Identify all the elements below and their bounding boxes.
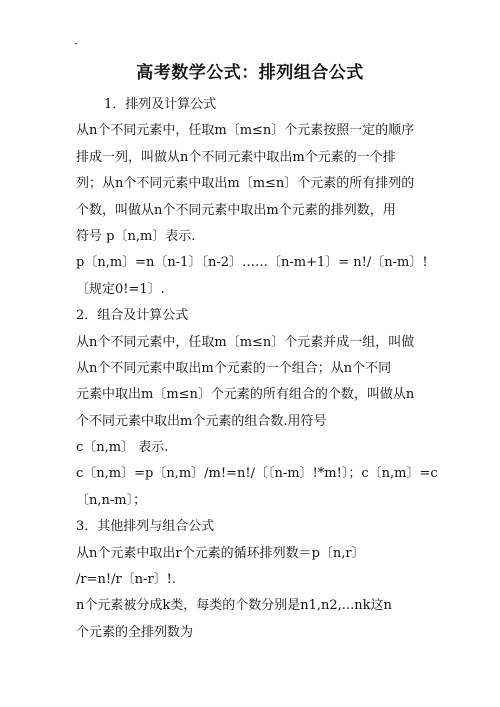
text-line: 从n个不同元素中，任取m〔m≤n〕个元素按照一定的顺序 xyxy=(76,123,415,139)
text-line: c〔n,m〕 表示. xyxy=(76,440,169,456)
text-line: 列；从n个不同元素中取出m〔m≤n〕个元素的所有排列的 xyxy=(76,176,415,192)
text-line: 个元素的全排列数为 xyxy=(76,624,194,640)
text-line: 符号 p〔n,m〕表示. xyxy=(76,228,196,244)
text-line: 个不同元素中取出m个元素的组合数.用符号 xyxy=(76,413,327,429)
formula-line: /r=n!/r〔n-r〕!. xyxy=(76,572,177,588)
section-heading-combination: 2．组合及计算公式 xyxy=(76,308,189,324)
section-heading-other: 3．其他排列与组合公式 xyxy=(76,519,215,535)
text-line: 个数，叫做从n个不同元素中取出m个元素的排列数，用 xyxy=(76,202,396,218)
text-line: 元素中取出m〔m≤n〕个元素的所有组合的个数，叫做从n xyxy=(76,387,415,403)
text-line: 从n个不同元素中取出m个元素的一个组合；从n个不同 xyxy=(76,360,392,376)
formula-line: c〔n,m〕=p〔n,m〕/m!=n!/〔〔n-m〕!*m!〕；c〔n,m〕=c xyxy=(76,466,438,482)
page-marker: · xyxy=(74,37,78,51)
formula-line: 〔n,n-m〕； xyxy=(76,492,147,508)
text-line: 从n个不同元素中，任取m〔m≤n〕个元素并成一组，叫做 xyxy=(76,334,415,350)
page-title: 高考数学公式：排列组合公式 xyxy=(136,63,364,83)
text-line: 排成一列，叫做从n个不同元素中取出m个元素的一个排 xyxy=(76,149,396,165)
document-body xyxy=(76,92,436,646)
formula-line: 〔规定0!=1〕. xyxy=(76,281,165,297)
text-line: n个元素被分成k类，每类的个数分别是n1,n2,...nk这n xyxy=(76,598,392,614)
formula-line: p〔n,m〕=n〔n-1〕〔n-2〕……〔n-m+1〕= n!/〔n-m〕! xyxy=(76,255,428,271)
text-line: 从n个元素中取出r个元素的循环排列数＝p〔n,r〕 xyxy=(76,545,365,561)
section-heading-permutation: 1．排列及计算公式 xyxy=(104,97,217,112)
